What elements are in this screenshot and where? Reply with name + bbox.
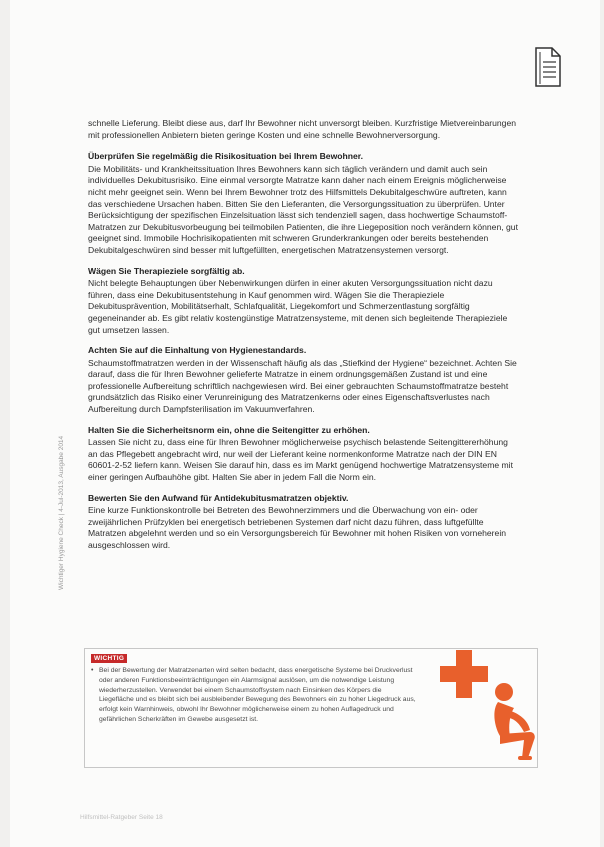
section-body: Eine kurze Funktionskontrolle bei Betreten des Bewohnerzimmers und die Überwachung von ein- oder zweijährlichen Prüfzyklen bei energetisch betriebenen Systemen darf nicht dazu führen, dass luftgefüllte Matratzen abgelehnt werden und so ein Versorgungsbereich für Bewohner mit hohen Risiken von vorneherein ausgeschlossen wird. <box>88 505 507 550</box>
section-safety-norm <box>88 425 518 484</box>
section-heading: Halten Sie die Sicherheitsnorm ein, ohne die Seitengitter zu erhöhen. <box>88 424 370 435</box>
red-cross-icon <box>438 640 548 765</box>
bullet-icon: • <box>91 667 94 674</box>
article-body <box>88 118 518 561</box>
section-body: Nicht belegte Behauptungen über Nebenwirkungen dürfen in einer akuten Versorgungssituation nicht dazu führen, dass eine Dekubitusentstehung in Kauf genommen wird. Wägen Sie die Therapieziele Dekubitusprävention, Mobilitätserhalt, Schlafqualität, Liegekomfort und Schmerzentlastung sorgfältig gegeneinander ab. Es gibt relativ kostengünstige Matratzensysteme, mit denen sich begleitende Therapieziele gut umsetzen lassen. <box>88 278 508 335</box>
section-effort <box>88 493 518 552</box>
section-therapy <box>88 266 518 337</box>
section-risk <box>88 151 518 256</box>
section-heading: Wägen Sie Therapieziele sorgfältig ab. <box>88 265 245 276</box>
wichtig-label: WICHTIG <box>91 654 127 663</box>
section-heading: Überprüfen Sie regelmäßig die Risikosituation bei Ihrem Bewohner. <box>88 151 364 162</box>
side-note: Wichtiger Hygiene Check | 4-Jul-2013, Ausgabe 2014 <box>58 435 65 590</box>
section-body: Lassen Sie nicht zu, dass eine für Ihren Bewohner möglicherweise psychisch belastende Seitengittererhöhung an das Pflegebett angebracht wird, nur weil der Lieferant keine normenkonforme Matratze nach der DIN EN 60601-2-52 liefern kann. Weisen Sie darauf hin, dass es im Markt genügend hochwertige Matratzensysteme mit einer geringen Aufbauhöhe gibt. Halten Sie aber in jedem Fall die Norm ein. <box>88 437 513 483</box>
section-hygiene <box>88 345 518 416</box>
section-body: Die Mobilitäts- und Krankheitssituation Ihres Bewohners kann sich täglich verändern und damit auch sein individuelles Dekubitusrisiko. Eine einmal versorgte Matratze kann daher nach einem Ereignis möglicherweise nicht mehr geeignet sein. Wenn bei Ihrem Bewohner trotz des Hilfsmittels Dekubitalgeschwüre auftreten, kann das verschiedene Ursachen haben. Bitten Sie den Lieferanten, die Versorgungssituation zu überprüfen. Unter Berücksichtigung der spezifischen Einzelsituation lässt sich tendenziell sagen, dass hochwertige Schaumstoff-Matratzen zur Dekubitusvorbeugung bei teilmobilen Patienten, die ihre Liegeposition noch verändern können, gut geeignet sind. Immobile Hochrisikopatienten mit schweren Grunderkrankungen oder bereits bestehenden Dekubitalgeschwüren sind besser mit luftgefüllten, energetischen Matratzensystemen versorgt. <box>88 163 518 255</box>
page-footer: Hilfsmittel-Ratgeber Seite 18 <box>80 814 163 821</box>
wichtig-text: Bei der Bewertung der Matratzenarten wird selten bedacht, dass energetische Systeme bei Druckverlust oder anderen Funktionsbeeinträchtigungen ein Alarmsignal auslösen, um die notwendige Leistung wiederherzustellen. Verwendet bei einem Schaumstoffsystem nach Einsinken des Körpers die Liegefläche und es bleibt sich bei ausbleibender Bewegung des Bewohners ein zu hoher Liegedruck aus, erfolgt kein Warnhinweis, obwohl Ihr Bewohner möglicherweise einem zu hohen Auflagedruck und gefährlichen Scherkräften im Gewebe ausgesetzt ist. <box>99 667 416 723</box>
section-body: Schaumstoffmatratzen werden in der Wissenschaft häufig als das „Stiefkind der Hygiene“ bezeichnet. Achten Sie darauf, dass die für Ihren Bewohner gelieferte Matratze in einem ordnungsgemäßen Zustand ist und eine professionelle Aufbereitung schriftlich nachgewiesen wird. Bei einer gebrauchten Schaumstoffmatratze besteht grundsätzlich das Risiko einer Verunreinigung des Matratzenkerns oder eines Eigenschaftsverlustes nach Aufbereitung durch Dampfsterilisation im Vakuumverfahren. <box>88 357 517 415</box>
page <box>10 0 600 847</box>
lead-paragraph: schnelle Lieferung. Bleibt diese aus, darf Ihr Bewohner nicht unversorgt bleiben. Kurzfristige Mietvereinbarungen mit professionellen Anbietern bieten geringe Kosten und eine schnelle Bewohnerversorgung. <box>88 118 517 140</box>
section-heading: Bewerten Sie den Aufwand für Antidekubitusmatratzen objektiv. <box>88 492 349 503</box>
document-icon <box>530 44 566 90</box>
section-heading: Achten Sie auf die Einhaltung von Hygienestandards. <box>88 345 307 356</box>
wichtig-text-wrap <box>91 666 417 725</box>
